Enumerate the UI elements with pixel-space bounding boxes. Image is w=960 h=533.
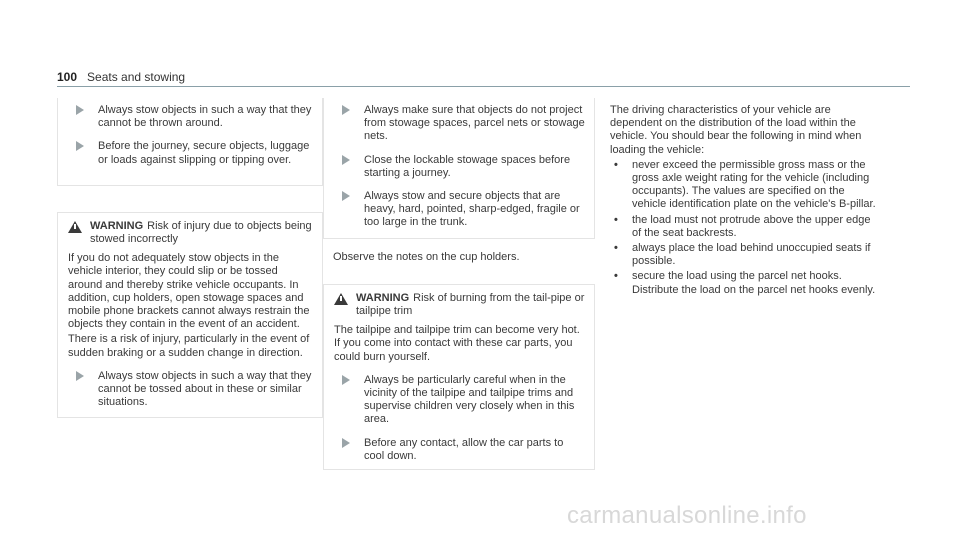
bullet-item [334, 154, 586, 180]
warning-label: WARNING [356, 291, 410, 304]
list-item [610, 159, 880, 212]
list-item-text: never exceed the permissible gross mass or the gross axle weight rating for the vehicle (including occupants). The values are specified on the vehicle identification plate on the vehicle's B-pillar. [632, 158, 876, 211]
arrow-icon [334, 190, 360, 205]
column-3 [610, 98, 880, 299]
bullet-item [334, 190, 586, 230]
column-2 [323, 98, 595, 470]
bullet-text: Before any contact, allow the car parts to cool down. [364, 436, 564, 462]
arrow-icon [334, 437, 360, 452]
bullet-text: Before the journey, secure objects, luggage or loads against slipping or tipping over. [98, 140, 310, 166]
page-header [57, 70, 185, 84]
arrow-icon [68, 104, 94, 119]
warning-paragraph: The tailpipe and tailpipe trim can become very hot. If you come into contact with these car parts, you could burn yourself. [334, 324, 580, 363]
cup-holder-note: Observe the notes on the cup holders. [333, 250, 520, 263]
bullet-item [68, 370, 314, 410]
stowing-tips-box-2 [323, 98, 595, 239]
list-item [610, 242, 880, 268]
bullet-item [334, 104, 586, 144]
bullet-dot-icon: • [614, 270, 618, 283]
bullet-item [68, 104, 314, 130]
bullet-text: Close the lockable stowage spaces before starting a journey. [364, 153, 571, 179]
bullet-text: Always be particularly careful when in the vicinity of the tailpipe and tailpipe trims and supervise children very closely when in this area. [364, 373, 575, 426]
stowing-tips-box [57, 98, 323, 186]
arrow-icon [334, 374, 360, 389]
warning-header [334, 292, 586, 318]
warning-title: Risk of burning from the tail-pipe or tailpipe trim [356, 291, 585, 318]
warning-header [68, 220, 314, 246]
bullet-dot-icon: • [614, 213, 618, 226]
bullet-item [68, 140, 314, 166]
bullet-item [334, 374, 586, 427]
list-item-text: always place the load behind unoccupied seats if possible. [632, 242, 871, 268]
arrow-icon [68, 140, 94, 155]
arrow-icon [334, 154, 360, 169]
arrow-icon [68, 370, 94, 385]
warning-triangle-icon [68, 220, 90, 232]
bullet-text: Always stow objects in such a way that they cannot be thrown around. [98, 104, 312, 130]
bullet-dot-icon: • [614, 242, 618, 255]
bullet-dot-icon: • [614, 158, 618, 171]
column-1 [57, 98, 323, 418]
warning-paragraph: If you do not adequately stow objects in the vehicle interior, they could slip or be tossed around and thereby strike vehicle occupants. In addition, cup holders, open stowage spaces and mobile phone brackets cannot always restrain the objects they contain in the event of an accident. [68, 252, 310, 331]
list-item [610, 270, 880, 296]
section-title: Seats and stowing [87, 70, 186, 84]
arrow-icon [334, 104, 360, 119]
list-item [610, 214, 880, 240]
bullet-text: Always stow and secure objects that are heavy, hard, pointed, sharp-edged, fragile or too large in the trunk. [364, 190, 580, 229]
list-item-text: secure the load using the parcel net hooks. Distribute the load on the parcel net hooks evenly. [632, 270, 876, 296]
load-guidelines-list [610, 159, 880, 297]
warning-box-burning [323, 284, 595, 470]
header-divider [57, 86, 910, 87]
warning-paragraph: There is a risk of injury, particularly in the event of sudden braking or a sudden change in direction. [68, 333, 310, 359]
warning-label: WARNING [90, 219, 144, 232]
bullet-text: Always make sure that objects do not project from stowage spaces, parcel nets or stowage nets. [364, 104, 585, 143]
load-intro-paragraph: The driving characteristics of your vehicle are dependent on the distribution of the load within the vehicle. You should bear the following in mind when loading the vehicle: [610, 104, 862, 156]
warning-triangle-icon [334, 292, 356, 304]
warning-title: Risk of injury due to objects being stowed incorrectly [90, 219, 312, 246]
warning-box-objects [57, 212, 323, 419]
bullet-item [334, 437, 586, 463]
watermark: carmanualsonline.info [567, 502, 807, 529]
bullet-text: Always stow objects in such a way that they cannot be tossed about in these or similar situations. [98, 369, 312, 409]
page-number: 100 [57, 70, 78, 84]
list-item-text: the load must not protrude above the upper edge of the seat backrests. [632, 213, 871, 239]
